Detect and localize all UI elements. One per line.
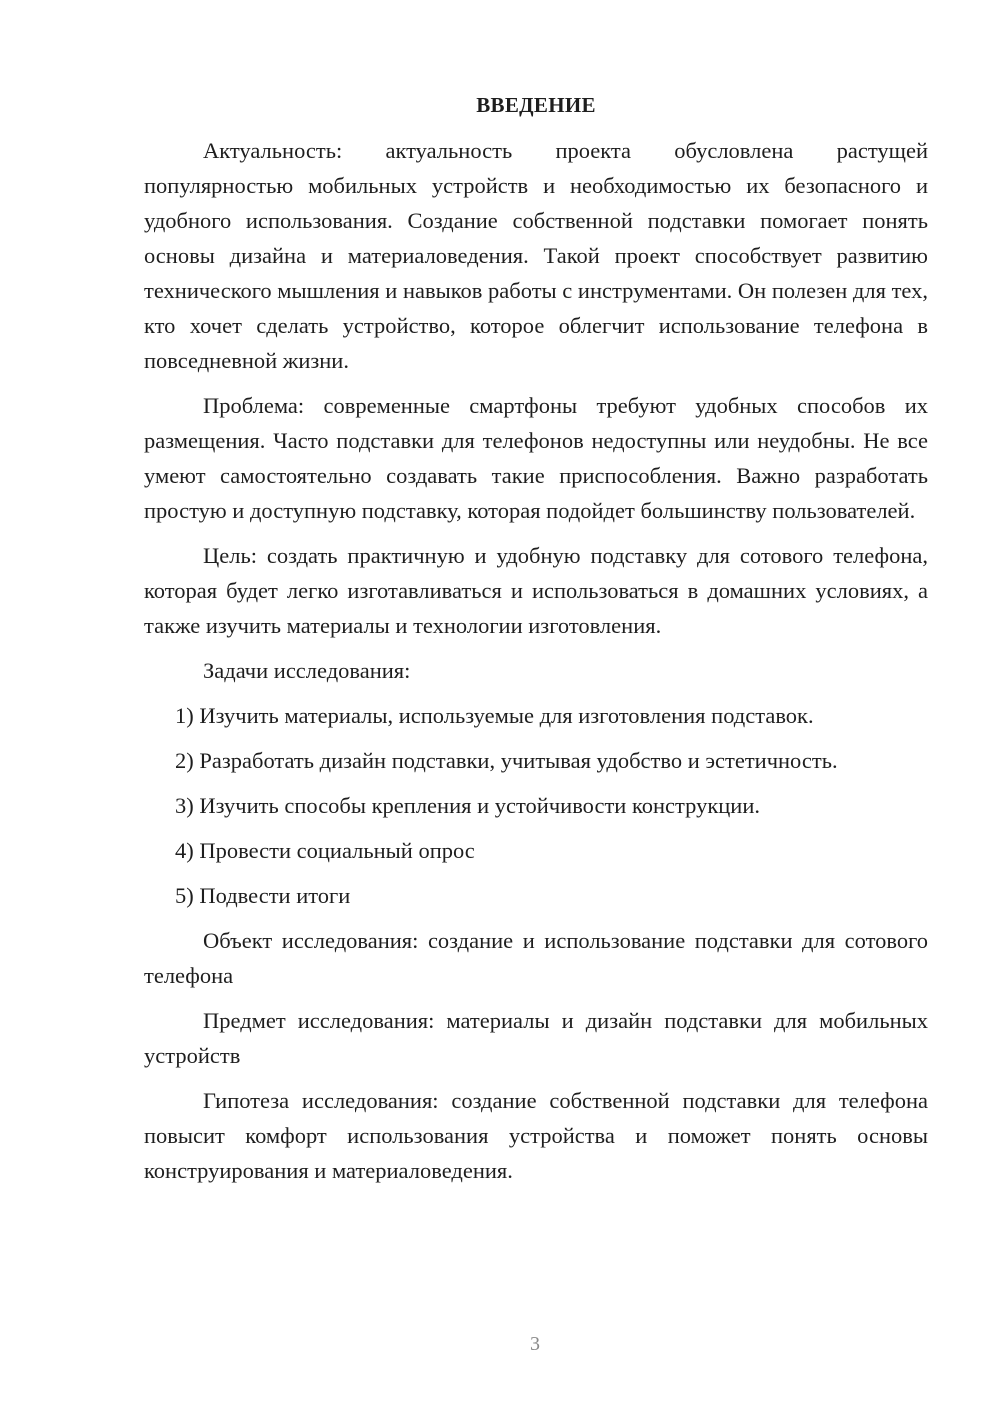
hypothesis-paragraph: Гипотеза исследования: создание собственной подставки для телефона повысит комфорт использования устройства и поможет понять основы конструирования и материаловедения. xyxy=(144,1088,928,1183)
task-item: 4) Провести социальный опрос xyxy=(175,838,475,863)
page-number: 3 xyxy=(530,1333,540,1355)
object-paragraph: Объект исследования: создание и использование подставки для сотового телефона xyxy=(144,928,928,988)
relevance-paragraph: Актуальность: актуальность проекта обусловлена растущей популярностью мобильных устройств и необходимостью их безопасного и удобного использования. Создание собственной подставки помогает понять основы дизайна и материаловедения. Такой проект способствует развитию технического мышления и навыков работы с инструментами. Он полезен для тех, кто хочет сделать устройство, которое облегчит использование телефона в повседневной жизни. xyxy=(144,138,928,373)
problem-paragraph: Проблема: современные смартфоны требуют удобных способов их размещения. Часто подставки для телефонов недоступны или неудобны. Не все умеют самостоятельно создавать такие приспособления. Важно разработать простую и доступную подставку, которая подойдет большинству пользователей. xyxy=(144,393,928,523)
task-item: 2) Разработать дизайн подставки, учитывая удобство и эстетичность. xyxy=(175,748,838,773)
tasks-list xyxy=(144,698,928,913)
tasks-heading: Задачи исследования: xyxy=(203,658,411,683)
task-item: 5) Подвести итоги xyxy=(175,883,351,908)
subject-paragraph: Предмет исследования: материалы и дизайн подставки для мобильных устройств xyxy=(144,1008,928,1068)
task-item: 1) Изучить материалы, используемые для изготовления подставок. xyxy=(175,703,814,728)
document-page xyxy=(144,88,928,1198)
task-item: 3) Изучить способы крепления и устойчивости конструкции. xyxy=(175,793,761,818)
page-title: ВВЕДЕНИЕ xyxy=(476,93,596,117)
goal-paragraph: Цель: создать практичную и удобную подставку для сотового телефона, которая будет легко изготавливаться и использоваться в домашних условиях, а также изучить материалы и технологии изготовления. xyxy=(144,543,928,638)
